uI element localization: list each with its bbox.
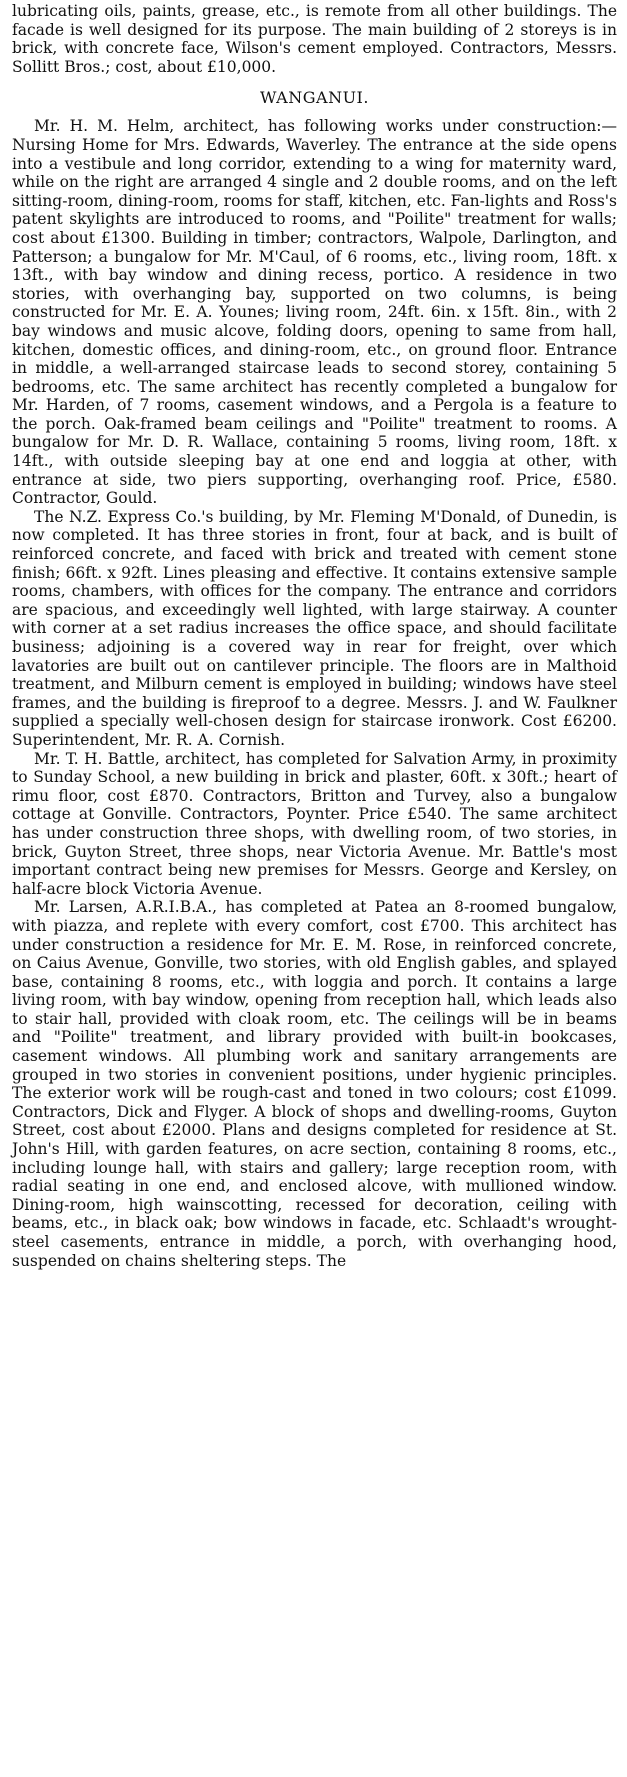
paragraph-battle: Mr. T. H. Battle, architect, has completed for Salvation Army, in proximity to Sunday School, a new building in brick and plaster, 60ft. x 30ft.; heart of rimu floor, cost £870. Contractors, Britton and Turvey, also a bungalow cottage at Gonville. Contractors, Poynter. Price £540. The same architect has under construction three shops, with dwelling room, of two stories, in brick, Guyton Street, three shops, near Victoria Avenue. Mr. Battle's most important contract being new premises for Messrs. George and Kersley, on half-acre block Victoria Avenue.: [12, 749, 617, 898]
section-heading: WANGANUI.: [260, 88, 369, 108]
paragraph-helm: Mr. H. M. Helm, architect, has following works under construction:—Nursing Home for Mrs. Edwards, Waverley. The entrance at the side opens into a vestibule and long corridor, extending to a wing for maternity ward, while on the right are arranged 4 single and 2 double rooms, and on the left sitting-room, dining-room, rooms for staff, kitchen, etc. Fan-lights and Ross's patent skylights are introduced to rooms, and "Poilite" treatment for walls; cost about £1300. Building in timber; contractors, Walpole, Darlington, and Patterson; a bungalow for Mr. M'Caul, of 6 rooms, etc., living room, 18ft. x 13ft., with bay window and dining recess, portico. A residence in two stories, with overhanging bay, supported on two columns, is being constructed for Mr. E. A. Younes; living room, 24ft. 6in. x 15ft. 8in., with 2 bay windows and music alcove, folding doors, opening to same from hall, kitchen, domestic offices, and dining-room, etc., on ground floor. Entrance in middle, a well-arranged staircase leads to second storey, containing 5 bedrooms, etc. The same architect has recently completed a bungalow for Mr. Harden, of 7 rooms, casement windows, and a Pergola is a feature to the porch. Oak-framed beam ceilings and "Poilite" treatment to rooms. A bungalow for Mr. D. R. Wallace, containing 5 rooms, living room, 18ft. x 14ft., with outside sleeping bay at one end and loggia at other, with entrance at side, two piers supporting, overhanging roof. Price, £580. Contractor, Gould.: [12, 117, 617, 508]
intro-paragraph: lubricating oils, paints, grease, etc., is remote from all other buildings. The facade is well designed for its purpose. The main building of 2 storeys is in brick, with concrete face, Wilson's cement employed. Contractors, Messrs. Sollitt Bros.; cost, about £10,000.: [12, 2, 617, 76]
paragraph-larsen: Mr. Larsen, A.R.I.B.A., has completed at Patea an 8-roomed bungalow, with piazza, and replete with every comfort, cost £700. This architect has under construction a residence for Mr. E. M. Rose, in reinforced concrete, on Caius Avenue, Gonville, two stories, with old English gables, and splayed base, containing 8 rooms, etc., with loggia and porch. It contains a large living room, with bay window, opening from reception hall, which leads also to stair hall, provided with cloak room, etc. The ceilings will be in beams and "Poilite" treatment, and library provided with built-in bookcases, casement windows. All plumbing work and sanitary arrangements are grouped in two stories in convenient positions, under hygienic principles. The exterior work will be rough-cast and toned in two colours; cost £1099. Contractors, Dick and Flyger. A block of shops and dwelling-rooms, Guyton Street, cost about £2000. Plans and designs completed for residence at St. John's Hill, with garden features, on acre section, containing 8 rooms, etc., including lounge hall, with stairs and gallery; large reception room, with radial seating in one end, and enclosed alcove, with mullioned window. Dining-room, high wainscotting, recessed for decoration, ceiling with beams, etc., in black oak; bow windows in facade, etc. Schlaadt's wrought-steel casements, entrance in middle, a porch, with overhanging hood, suspended on chains sheltering steps. The: [12, 898, 617, 1270]
paragraph-express-co: The N.Z. Express Co.'s building, by Mr. Fleming M'Donald, of Dunedin, is now completed. It has three stories in front, four at back, and is built of reinforced concrete, and faced with brick and treated with cement stone finish; 66ft. x 92ft. Lines pleasing and effective. It contains extensive sample rooms, chambers, with offices for the company. The entrance and corridors are spacious, and exceedingly well lighted, with large stairway. A counter with corner at a set radius increases the office space, and should facilitate business; adjoining is a covered way in rear for freight, over which lavatories are built out on cantilever principle. The floors are in Malthoid treatment, and Milburn cement is employed in building; windows have steel frames, and the building is fireproof to a degree. Messrs. J. and W. Faulkner supplied a specially well-chosen design for staircase ironwork. Cost £6200. Superintendent, Mr. R. A. Cornish.: [12, 507, 617, 749]
